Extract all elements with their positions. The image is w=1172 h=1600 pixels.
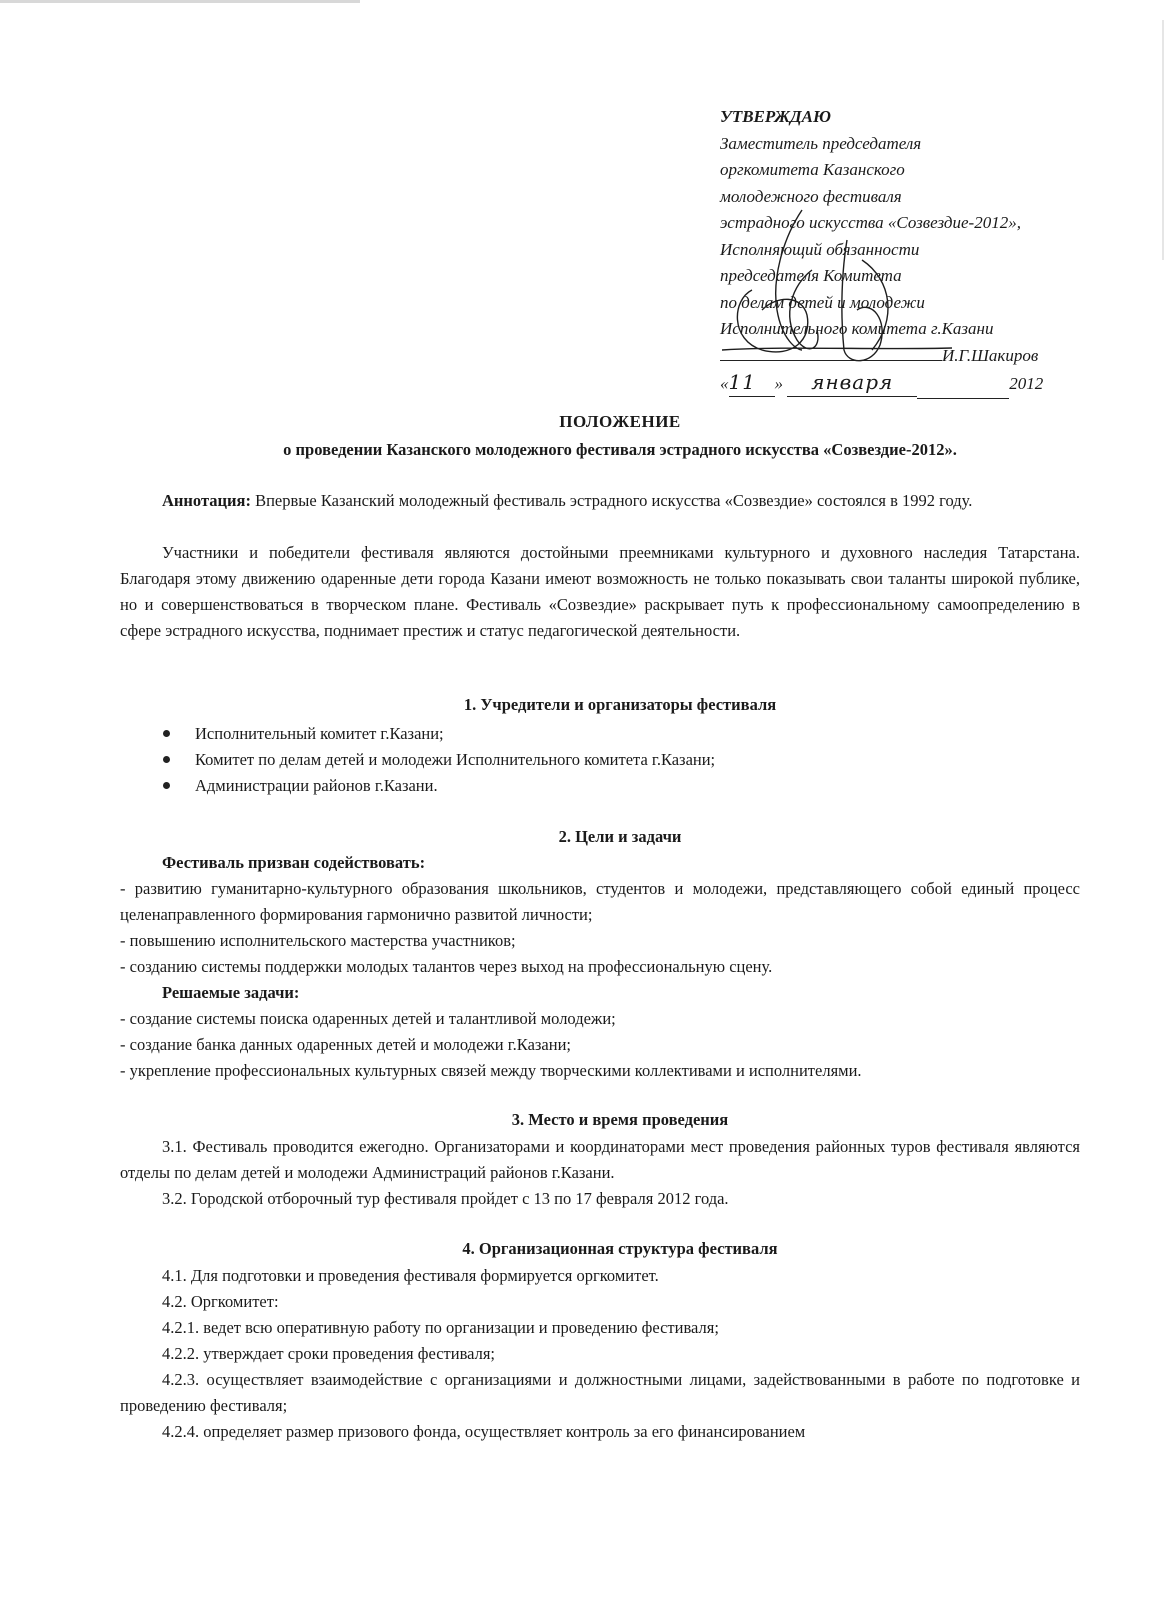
approval-heading: УТВЕРЖДАЮ <box>720 107 831 126</box>
date-year: 2012 <box>1009 374 1044 393</box>
section-4-p1: 4.1. Для подготовки и проведения фестиваля формируется оргкомитет. <box>162 1266 659 1285</box>
section-4-p6: 4.2.4. определяет размер призового фонда, осуществляет контроль за его финансированием <box>162 1422 806 1441</box>
founders-list <box>163 721 1063 799</box>
page-title: ПОЛОЖЕНИЕ <box>559 412 681 431</box>
approval-date: «11 » января 2012 <box>720 369 1100 399</box>
scan-artifact <box>0 0 360 3</box>
date-day: 11 <box>729 369 775 397</box>
approval-line: оргкомитета Казанского <box>720 160 905 179</box>
section-1-heading: 1. Учредители и организаторы фестиваля <box>463 695 777 714</box>
section-2-sub2: Решаемые задачи: <box>162 983 300 1002</box>
approval-line: председателя Комитета <box>720 266 902 285</box>
date-month: января <box>787 369 917 397</box>
page-subtitle: о проведении Казанского молодежного фестиваля эстрадного искусства «Созвездие-2012». <box>283 440 957 459</box>
list-item: Администрации районов г.Казани. <box>163 773 1063 799</box>
approval-line: молодежного фестиваля <box>720 186 902 206</box>
goal-item: - созданию системы поддержки молодых талантов через выход на профессиональную сцену. <box>120 957 773 976</box>
annotation-label: Аннотация: <box>162 491 251 510</box>
section-4-p2: 4.2. Оргкомитет: <box>162 1292 279 1311</box>
section-4-p3: 4.2.1. ведет всю оперативную работу по организации и проведению фестиваля; <box>162 1318 719 1337</box>
section-4-p5: 4.2.3. осуществляет взаимодействие с организациями и должностными лицами, задействованными в работе по подготовке и проведению фестиваля; <box>120 1370 1080 1415</box>
section-4-heading: 4. Организационная структура фестиваля <box>462 1239 778 1258</box>
section-2-sub1: Фестиваль призван содействовать: <box>162 853 426 872</box>
section-3-p1: 3.1. Фестиваль проводится ежегодно. Организаторами и координаторами мест проведения районных туров фестиваля являются отделы по делам детей и молодежи Администраций районов г.Казани. <box>120 1137 1080 1182</box>
section-4-p4: 4.2.2. утверждает сроки проведения фестиваля; <box>162 1344 496 1363</box>
section-3-heading: 3. Место и время проведения <box>511 1110 729 1129</box>
annotation-text: Впервые Казанский молодежный фестиваль эстрадного искусства «Созвездие» состоялся в 1992 году. <box>250 491 973 510</box>
scan-edge-artifact <box>1162 20 1164 260</box>
list-item: Исполнительный комитет г.Казани; <box>163 721 1063 747</box>
signer-name: И.Г.Шакиров <box>942 345 1039 365</box>
approval-line: Исполнительного комитета г.Казани <box>720 319 994 338</box>
task-item: - создание банка данных одаренных детей и молодежи г.Казани; <box>120 1035 571 1054</box>
handwritten-signature <box>722 200 962 380</box>
goal-item: - развитию гуманитарно-культурного образования школьников, студентов и молодежи, представляющего собой единый процесс целенаправленного формирования гармонично развитой личности; <box>120 879 1080 924</box>
section-2-heading: 2. Цели и задачи <box>558 827 682 846</box>
list-item: Комитет по делам детей и молодежи Исполнительного комитета г.Казани; <box>163 747 1063 773</box>
task-item: - создание системы поиска одаренных детей и талантливой молодежи; <box>120 1009 616 1028</box>
approval-line: по делам детей и молодежи <box>720 292 925 312</box>
approval-line: Исполняющий обязанности <box>720 239 920 259</box>
annotation-paragraph <box>120 488 1080 514</box>
goal-item: - повышению исполнительского мастерства участников; <box>120 931 516 950</box>
task-item: - укрепление профессиональных культурных связей между творческими коллективами и исполнителями. <box>120 1061 862 1080</box>
approval-line: Заместитель председателя <box>720 133 922 153</box>
intro-paragraph: Участники и победители фестиваля являются достойными преемниками культурного и духовного наследия Татарстана. Благодаря этому движению одаренные дети города Казани имеют возможность не только показывать свои таланты широкой публике, но и совершенствоваться в творческом плане. Фестиваль «Созвездие» раскрывает путь к профессиональному самоопределению в сфере эстрадного искусства, поднимает престиж и статус педагогической деятельности. <box>120 543 1080 640</box>
approval-line: эстрадного искусства «Созвездие-2012», <box>720 213 1021 232</box>
section-3-p2: 3.2. Городской отборочный тур фестиваля пройдет с 13 по 17 февраля 2012 года. <box>162 1189 729 1208</box>
